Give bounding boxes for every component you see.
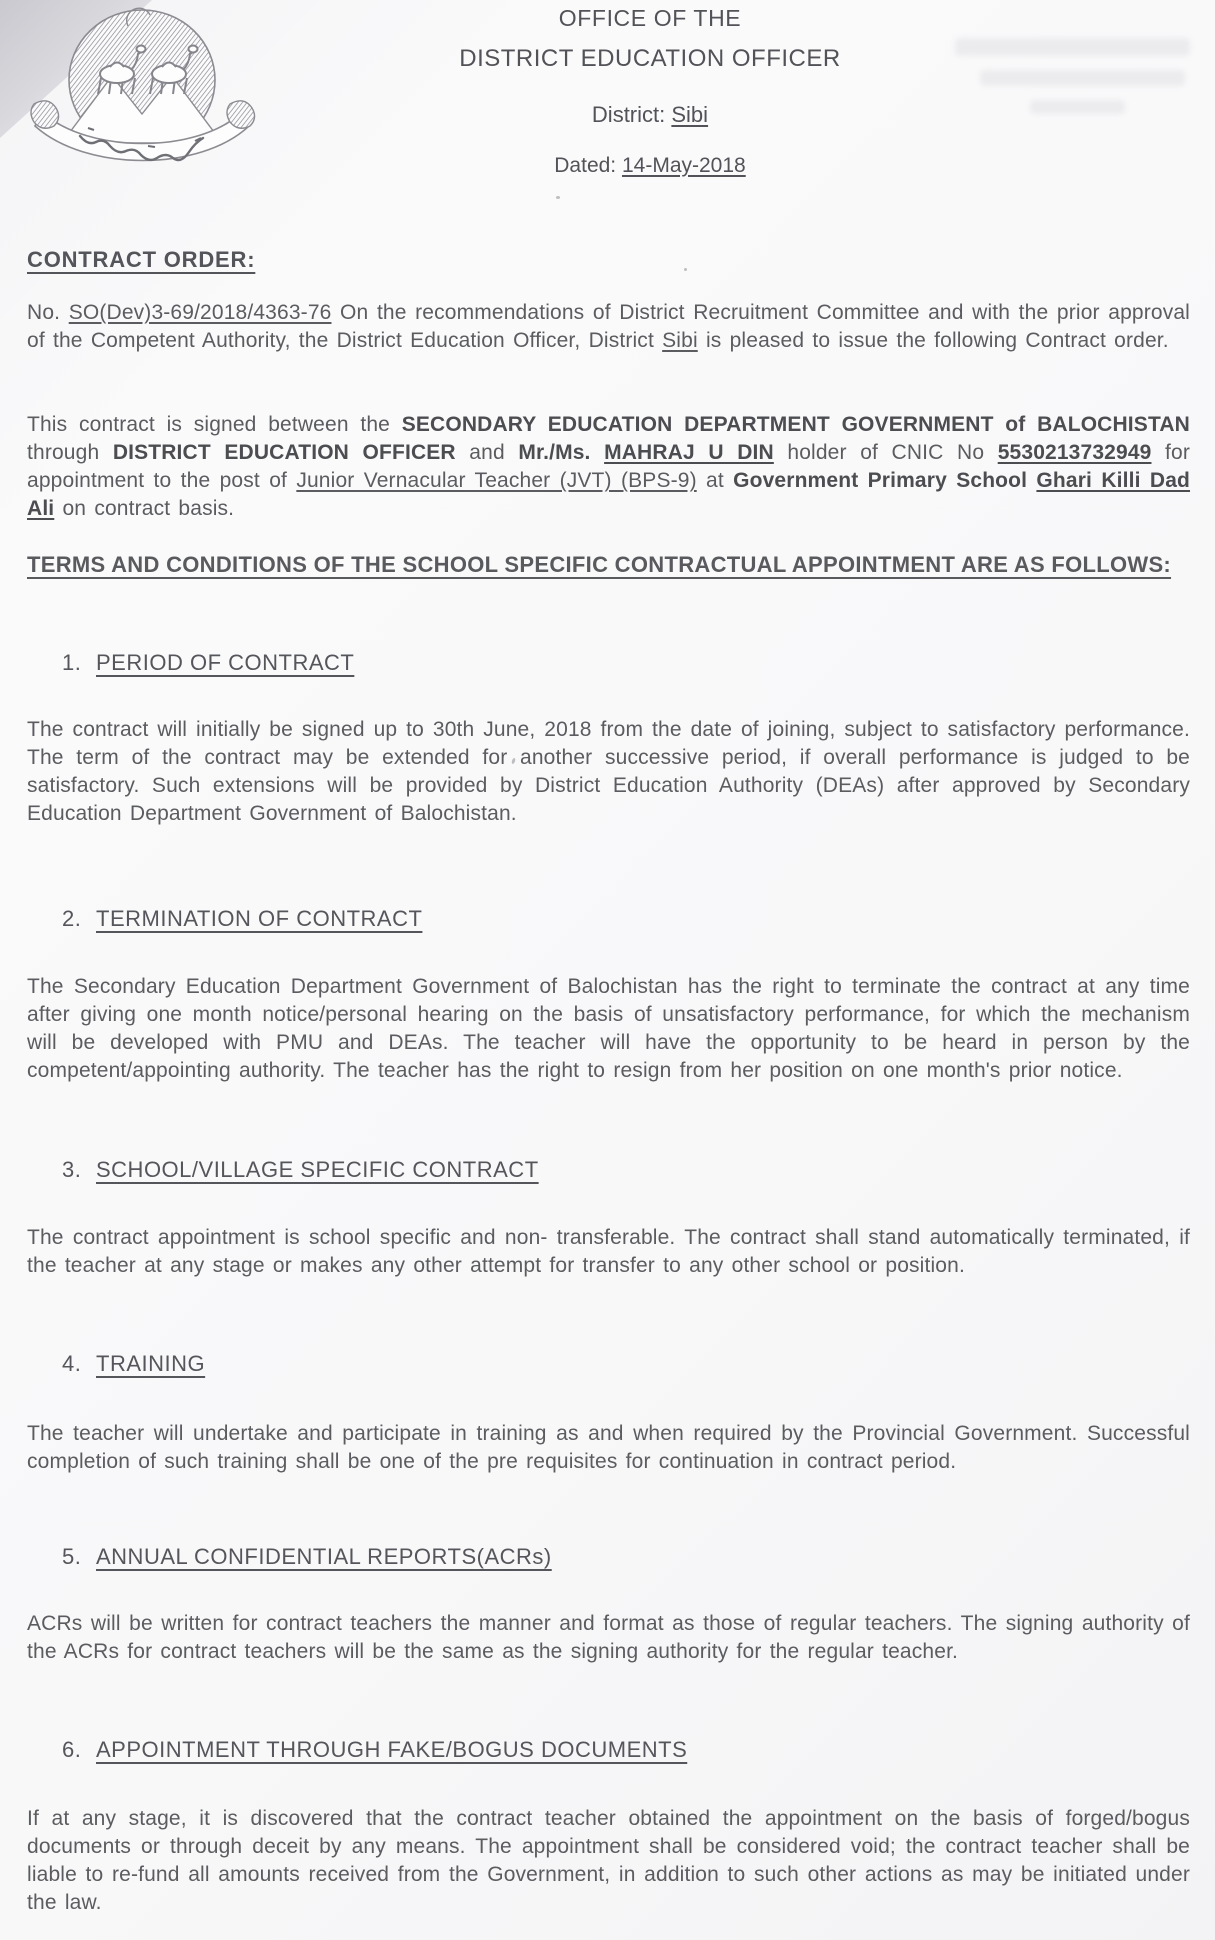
district-label: District: <box>591 102 672 127</box>
section-body-training: The teacher will undertake and participate in training as and when required by the Provincial Government. Successful completion of such training shall be one of the pre requisites for continuation in contract period. <box>27 1422 1190 1473</box>
department-name: SECONDARY EDUCATION DEPARTMENT GOVERNMENT of BALOCHISTAN <box>401 413 1191 436</box>
terms-and-conditions-heading: TERMS AND CONDITIONS OF THE SCHOOL SPECIFIC CONTRACTUAL APPOINTMENT ARE AS FOLLOWS: <box>27 552 1172 577</box>
section-body-period-of-contract: The contract will initially be signed up to 30th June, 2018 from the date of joining, subject to satisfactory performance. The term of the contract may be extended for another successive period, if overall performance is judged to be satisfactory. Such extensions will be provided by District Education Authority (DEAs) after approved by Secondary Education Department Government of Balochistan. <box>27 718 1190 825</box>
district-line <box>88 102 1212 128</box>
appointee-name: MAHRAJ U DIN <box>604 441 774 464</box>
section-heading-school-village-specific-contract: 3. SCHOOL/VILLAGE SPECIFIC CONTRACT <box>62 1157 539 1182</box>
contract-order-heading: CONTRACT ORDER: <box>27 247 256 272</box>
officer-title: DISTRICT EDUCATION OFFICER <box>112 441 456 464</box>
parties-paragraph: This contract is signed between the SECONDARY EDUCATION DEPARTMENT GOVERNMENT of BALOCHISTAN through DISTRICT EDUCATION OFFICER and Mr./Ms. MAHRAJ U DIN holder of CNIC No 5530213732949 for appointment to the post of Junior Vernacular Teacher (JVT) (BPS-9) at Government Primary School Ghari Killi Dad Ali on contract basis. <box>27 413 1191 520</box>
section-body-school-village-specific-contract: The contract appointment is school specific and non- transferable. The contract shall stand automatically terminated, if the teacher at any stage or makes any other attempt for transfer to any other school or position. <box>27 1226 1190 1277</box>
reference-number: SO(Dev)3-69/2018/4363-76 <box>68 301 332 324</box>
section-heading-fake-bogus-documents: 6. APPOINTMENT THROUGH FAKE/BOGUS DOCUMENTS <box>62 1737 688 1762</box>
section-body-termination-of-contract: The Secondary Education Department Government of Balochistan has the right to terminate the contract at any time after giving one month notice/personal hearing on the basis of unsatisfactory performance, for which the mechanism will be developed with PMU and DEAs. The teacher will have the opportunity to be heard in person by the competent/appointing authority. The teacher has the right to resign from her position on one month's prior notice. <box>27 975 1190 1082</box>
district-name: Sibi <box>662 329 698 352</box>
school-type: Government Primary School <box>733 469 1037 492</box>
school-name: Ghari Killi Dad Ali <box>27 469 1191 520</box>
post-title: Junior Vernacular Teacher (JVT) (BPS-9) <box>296 469 697 492</box>
section-heading-period-of-contract: 1. PERIOD OF CONTRACT <box>62 650 355 675</box>
scan-speck <box>556 196 560 199</box>
section-heading-termination-of-contract: 2. TERMINATION OF CONTRACT <box>62 906 423 931</box>
section-heading-annual-confidential-reports: 5. ANNUAL CONFIDENTIAL REPORTS(ACRs) <box>62 1544 552 1569</box>
section-body-annual-confidential-reports: ACRs will be written for contract teachers the manner and format as those of regular teachers. The signing authority of the ACRs for contract teachers will be the same as the signing authority for the regular teacher. <box>27 1612 1190 1663</box>
office-line-1: OFFICE OF THE <box>558 5 742 31</box>
section-heading-training: 4. TRAINING <box>62 1351 206 1376</box>
section-body-fake-bogus-documents: If at any stage, it is discovered that the contract teacher obtained the appointment on the basis of forged/bogus documents or through deceit by any means. The appointment shall be considered void; the contract teacher shall be liable to re-fund all amounts received from the Government, in addition to such other actions as may be initiated under the law. <box>27 1807 1190 1914</box>
district-value: Sibi <box>671 102 709 127</box>
dated-label: Dated: <box>554 154 622 177</box>
dated-value: 14-May-2018 <box>621 154 746 177</box>
cnic-number: 5530213732949 <box>997 441 1152 464</box>
dated-line <box>88 154 1212 178</box>
intro-paragraph: No. SO(Dev)3-69/2018/4363-76 On the recommendations of District Recruitment Committee and with the prior approval of the Competent Authority, the District Education Officer, District Sibi is pleased to issue the following Contract order. <box>27 301 1190 352</box>
office-line-2: DISTRICT EDUCATION OFFICER <box>459 45 841 72</box>
